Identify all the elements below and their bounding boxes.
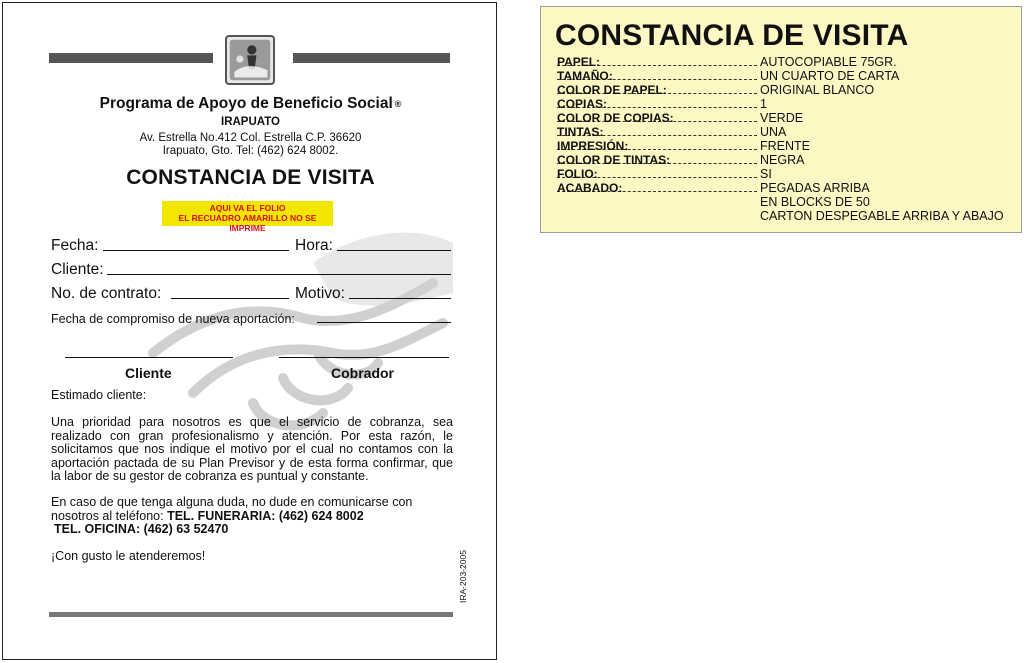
cliente-signature-label: Cliente	[125, 365, 172, 381]
spec-value-extra: CARTON DESPEGABLE ARRIBA Y ABAJO	[760, 209, 1004, 223]
spec-row	[557, 153, 1017, 167]
spec-value: VERDE	[760, 111, 804, 125]
spec-key: FOLIO:	[557, 167, 598, 181]
spec-value: FRENTE	[760, 139, 810, 153]
cobrador-signature-label: Cobrador	[331, 365, 394, 381]
hora-label: Hora:	[295, 237, 333, 254]
spec-row	[557, 181, 1017, 195]
cliente-signature-line[interactable]	[65, 357, 233, 358]
contrato-field[interactable]	[171, 298, 289, 299]
body-paragraph: Una prioridad para nosotros es que el servicio de cobranza, sea realizado con gran profesionalismo y atención. Por esta razón, le solicitamos que nos indique el motivo por el cual no contamos con la aportación pactada de su Plan Previsor y de esta forma confirmar, que la labor de su gestor de cobranza es puntual y constante.	[51, 415, 453, 484]
organization-logo-icon	[225, 35, 275, 85]
spec-row	[557, 125, 1017, 139]
spec-value: 1	[760, 97, 767, 111]
cliente-field[interactable]	[107, 274, 451, 275]
spec-key: COPIAS:	[557, 97, 608, 111]
spec-key: TINTAS:	[557, 125, 604, 139]
spec-row	[557, 111, 1017, 125]
folio-note-line-1: AQUI VA EL FOLIO	[209, 203, 286, 213]
print-spec-card	[540, 6, 1022, 233]
spec-value: SI	[760, 167, 772, 181]
greeting: Estimado cliente:	[51, 388, 147, 402]
spec-key: IMPRESIÓN:	[557, 139, 629, 153]
organization-city: IRAPUATO	[221, 116, 280, 128]
motivo-label: Motivo:	[295, 285, 345, 302]
spec-value-extra: EN BLOCKS DE 50	[760, 195, 870, 209]
contact-intro: En caso de que tenga alguna duda, no dude en comunicarse con nosotros al teléfono:	[51, 495, 413, 523]
cliente-label: Cliente:	[51, 261, 104, 278]
spec-key: ACABADO:	[557, 181, 623, 195]
spec-row	[557, 195, 1017, 209]
spec-key: COLOR DE COPIAS:	[557, 111, 674, 125]
contact-paragraph	[51, 496, 453, 537]
closing-text: ¡Con gusto le atenderemos!	[51, 549, 206, 563]
fecha-field[interactable]	[103, 250, 289, 251]
compromiso-label: Fecha de compromiso de nueva aportación:	[51, 312, 295, 326]
spec-row	[557, 83, 1017, 97]
spec-value: NEGRA	[760, 153, 805, 167]
address-line-2: Irapuato, Gto. Tel: (462) 624 8002.	[162, 145, 339, 157]
spec-row	[557, 167, 1017, 181]
spec-value: AUTOCOPIABLE 75GR.	[760, 55, 897, 69]
registered-mark: ®	[394, 98, 402, 109]
spec-value: UN CUARTO DE CARTA	[760, 69, 900, 83]
fecha-label: Fecha:	[51, 237, 99, 254]
tel-oficina: TEL. OFICINA: (462) 63 52470	[54, 522, 229, 537]
header-bar-right	[293, 53, 450, 63]
contrato-label: No. de contrato:	[51, 285, 162, 302]
compromiso-field[interactable]	[317, 322, 451, 323]
spec-value: UNA	[760, 125, 787, 139]
cobrador-signature-line[interactable]	[279, 357, 449, 358]
header-bar-left	[49, 53, 213, 63]
spec-key: COLOR DE TINTAS:	[557, 153, 671, 167]
spec-title: CONSTANCIA DE VISITA	[555, 19, 909, 52]
form-code: IRA-203-2005	[458, 550, 468, 603]
address-line-1: Av. Estrella No.412 Col. Estrella C.P. 36620	[139, 132, 362, 144]
form-title: CONSTANCIA DE VISITA	[126, 166, 375, 189]
organization-name: Programa de Apoyo de Beneficio Social ®	[99, 95, 402, 112]
motivo-field[interactable]	[349, 298, 451, 299]
tel-funeraria: TEL. FUNERARIA: (462) 624 8002	[167, 508, 364, 523]
spec-row	[557, 209, 1017, 223]
hora-field[interactable]	[337, 250, 451, 251]
footer-bar	[49, 612, 453, 617]
spec-row	[557, 139, 1017, 153]
spec-key: PAPEL:	[557, 55, 601, 69]
spec-key: COLOR DE PAPEL:	[557, 83, 667, 97]
visit-form	[2, 2, 497, 660]
spec-row	[557, 55, 1017, 69]
spec-key: TAMAÑO:	[557, 69, 613, 83]
spec-row	[557, 97, 1017, 111]
spec-value: ORIGINAL BLANCO	[760, 83, 875, 97]
spec-row	[557, 69, 1017, 83]
spec-value: PEGADAS ARRIBA	[760, 181, 870, 195]
folio-placeholder-box	[162, 201, 333, 233]
folio-note-line-2: EL RECUADRO AMARILLO NO SE IMPRIME	[178, 213, 317, 233]
